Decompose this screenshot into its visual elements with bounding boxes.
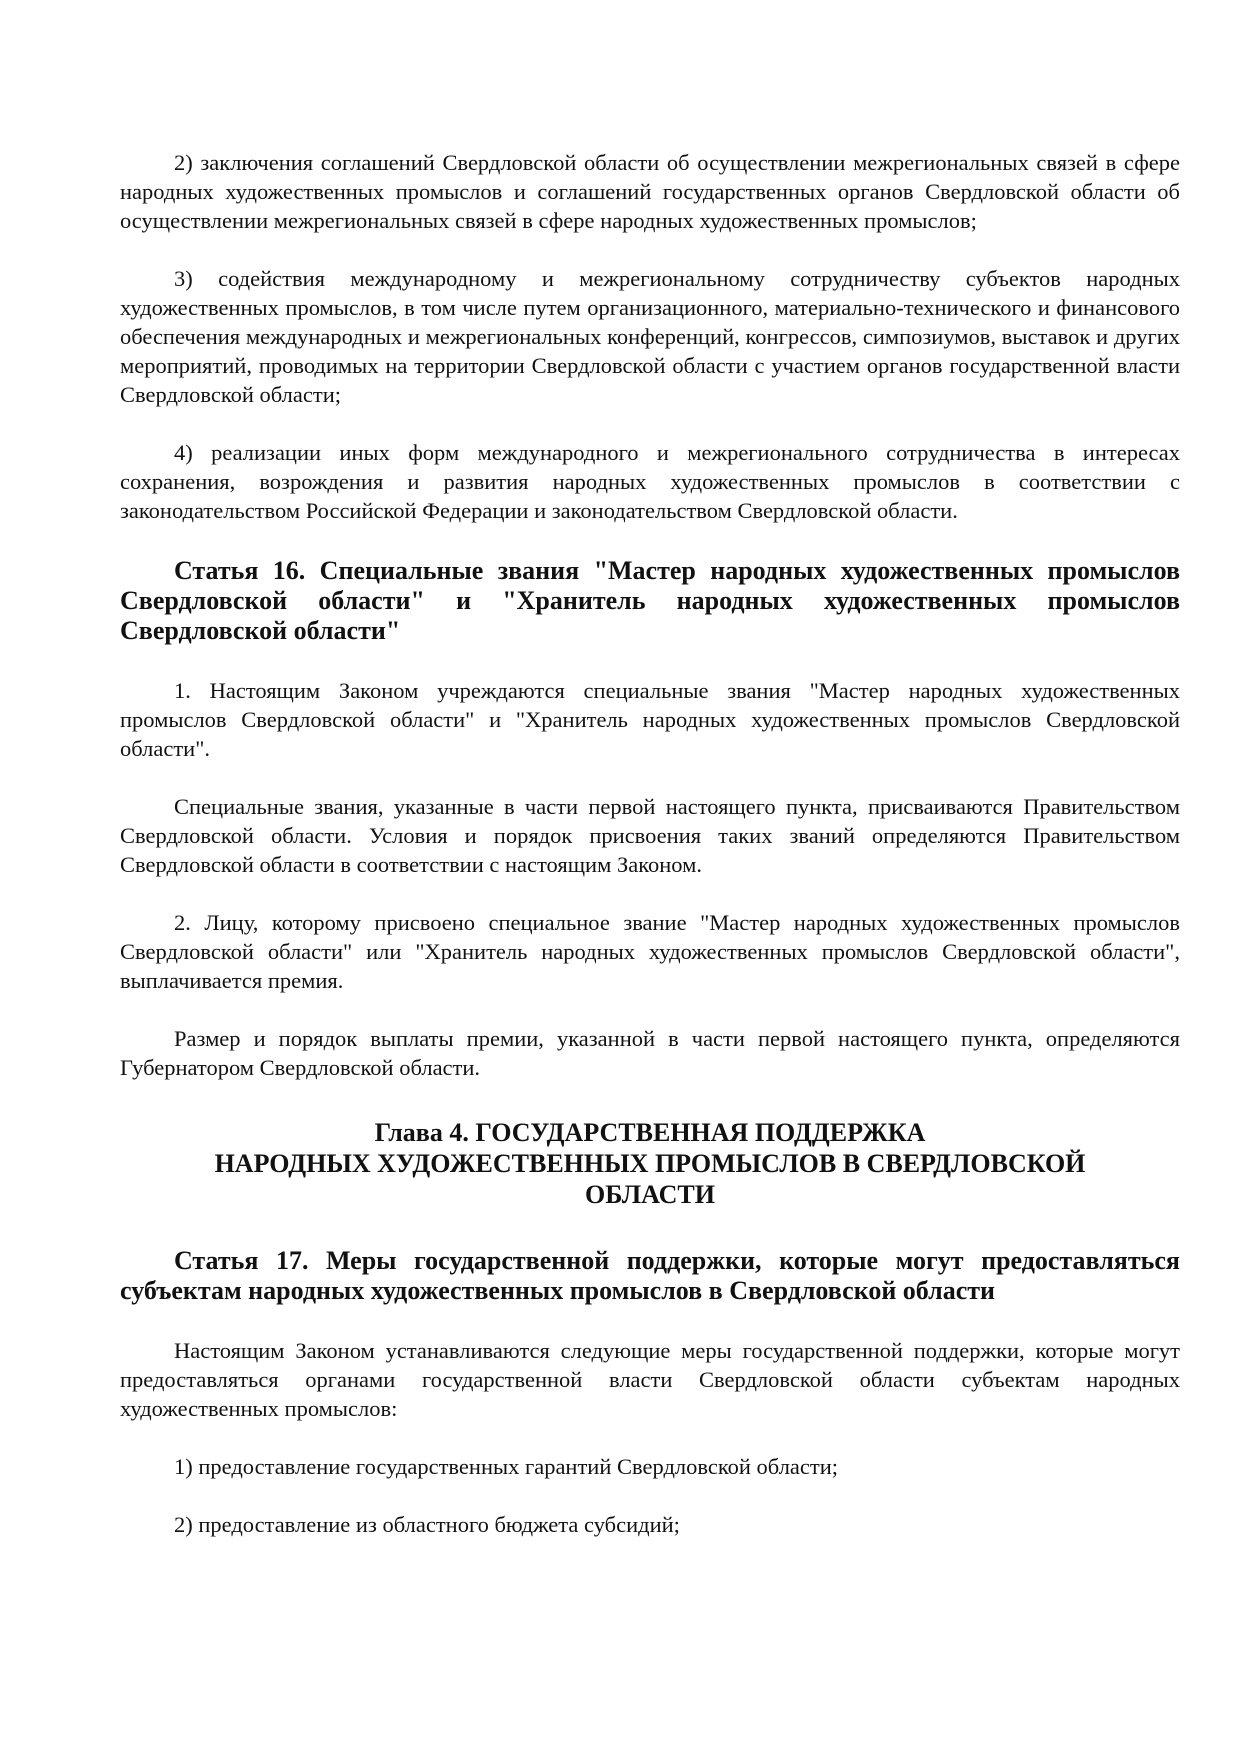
article-17-paragraph-1: Настоящим Законом устанавливаются следующие меры государственной поддержки, которые могут предоставляться органами государственной власти Свердловской области субъектам народных художественных промыслов: <box>120 1338 1180 1421</box>
article-17-heading: Статья 17. Меры государственной поддержки, которые могут предоставляться субъектам народных художественных промыслов в Свердловской области <box>120 1246 1180 1305</box>
article-17-list-item-2: 2) предоставление из областного бюджета субсидий; <box>174 1512 680 1537</box>
article-16-paragraph-1: 1. Настоящим Законом учреждаются специальные звания "Мастер народных художественных промыслов Свердловской области" и "Хранитель народных художественных промыслов Свердловской области". <box>120 678 1180 761</box>
document-page <box>120 148 1180 1539</box>
paragraph-item-4: 4) реализации иных форм международного и межрегионального сотрудничества в интересах сохранения, возрождения и развития народных художественных промыслов в соответствии с законодательством Российской Федерации и законодательством Свердловской области. <box>120 440 1180 523</box>
article-16-paragraph-4: Размер и порядок выплаты премии, указанной в части первой настоящего пункта, определяются Губернатором Свердловской области. <box>120 1026 1180 1080</box>
chapter-4-line-1: Глава 4. ГОСУДАРСТВЕННАЯ ПОДДЕРЖКА <box>374 1118 926 1147</box>
chapter-4-title <box>120 1117 1180 1210</box>
article-17-list-item-1: 1) предоставление государственных гарантий Свердловской области; <box>174 1454 839 1479</box>
chapter-4-line-2: НАРОДНЫХ ХУДОЖЕСТВЕННЫХ ПРОМЫСЛОВ В СВЕРДЛОВСКОЙ <box>214 1149 1086 1178</box>
chapter-4-line-3: ОБЛАСТИ <box>585 1180 715 1209</box>
paragraph-item-2: 2) заключения соглашений Свердловской области об осуществлении межрегиональных связей в сфере народных художественных промыслов и соглашений государственных органов Свердловской области об осуществлении межрегиональных связей в сфере народных художественных промыслов; <box>120 150 1180 233</box>
article-16-paragraph-2: Специальные звания, указанные в части первой настоящего пункта, присваиваются Правительством Свердловской области. Условия и порядок присвоения таких званий определяются Правительством Свердловской области в соответствии с настоящим Законом. <box>120 794 1180 877</box>
article-16-paragraph-3: 2. Лицу, которому присвоено специальное звание "Мастер народных художественных промыслов Свердловской области" или "Хранитель народных художественных промыслов Свердловской области", выплачивается премия. <box>120 910 1180 993</box>
article-16-heading: Статья 16. Специальные звания "Мастер народных художественных промыслов Свердловской области" и "Хранитель народных художественных промыслов Свердловской области" <box>120 556 1180 645</box>
paragraph-item-3: 3) содействия международному и межрегиональному сотрудничеству субъектов народных художественных промыслов, в том числе путем организационного, материально-технического и финансового обеспечения международных и межрегиональных конференций, конгрессов, симпозиумов, выставок и других мероприятий, проводимых на территории Свердловской области с участием органов государственной власти Свердловской области; <box>120 266 1180 407</box>
